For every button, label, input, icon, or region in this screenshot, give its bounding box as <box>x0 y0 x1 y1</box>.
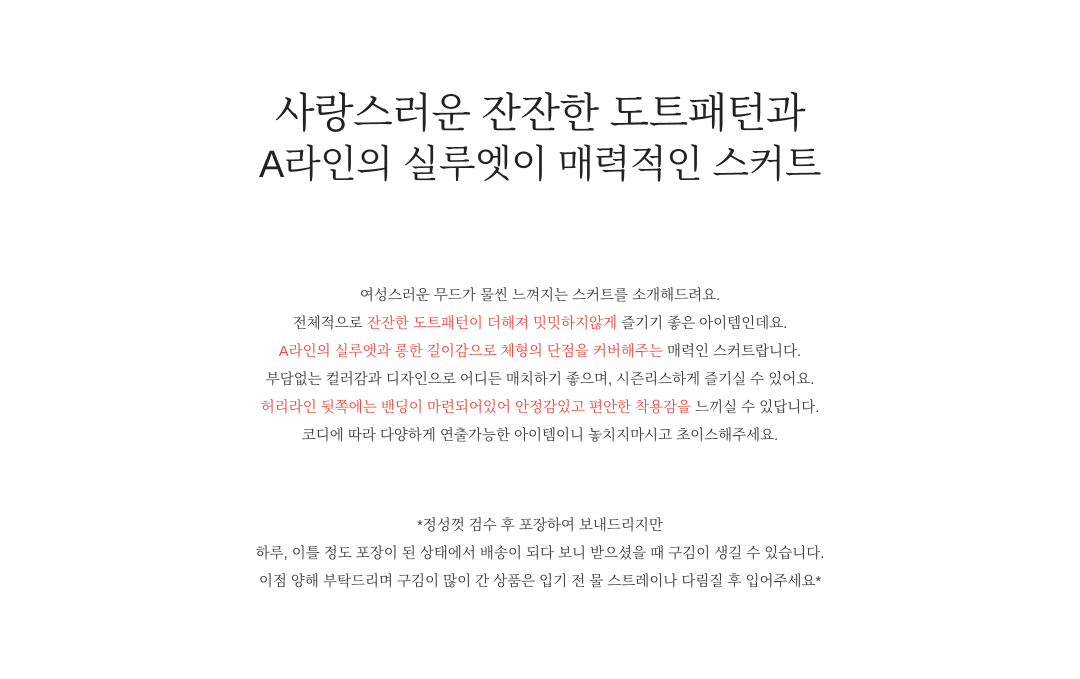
description-line-3-post: 매력인 스커트랍니다. <box>662 344 802 361</box>
description-line-5 <box>0 395 1080 423</box>
notice-line-2: 하루, 이틀 정도 포장이 된 상태에서 배송이 되다 보니 받으셨을 때 구김이 생길 수 있습니다. <box>255 546 825 563</box>
page-title <box>0 0 1080 190</box>
shipping-notice-block <box>0 513 1080 597</box>
description-line-5-accent: 허리라인 뒷쪽에는 밴딩이 마련되어있어 안정감있고 편안한 착용감을 <box>260 400 692 417</box>
notice-line-1: *정성껏 검수 후 포장하여 보내드리지만 <box>417 518 663 535</box>
headline-line-1: 사랑스러운 잔잔한 도트패턴과 <box>274 90 806 136</box>
description-line-5-post: 느끼실 수 있답니다. <box>691 400 820 417</box>
description-line-6: 코디에 따라 다양하게 연출가능한 아이템이니 놓치지마시고 초이스해주세요. <box>301 428 779 445</box>
notice-line-3: 이점 양해 부탁드리며 구김이 많이 간 상품은 입기 전 물 스트레이나 다림질 후 입어주세요* <box>258 574 822 591</box>
description-line-2-pre: 전체적으로 <box>292 316 367 333</box>
description-line-4: 부담없는 컬러감과 디자인으로 어디든 매치하기 좋으며, 시즌리스하게 즐기실 수 있어요. <box>265 372 815 389</box>
description-block <box>0 283 1080 451</box>
description-line-1: 여성스러운 무드가 물씬 느껴지는 스커트를 소개해드려요. <box>359 288 721 305</box>
description-line-3 <box>0 339 1080 367</box>
headline-line-2: A라인의 실루엣이 매력적인 스커트 <box>259 144 821 187</box>
description-line-3-accent: A라인의 실루엣과 롱한 길이감으로 체형의 단점을 커버해주는 <box>278 344 663 361</box>
description-line-2-post: 즐기기 좋은 아이템인데요. <box>617 316 788 333</box>
description-line-2-accent: 잔잔한 도트패턴이 더해져 밋밋하지않게 <box>366 316 618 333</box>
description-line-2 <box>0 311 1080 339</box>
